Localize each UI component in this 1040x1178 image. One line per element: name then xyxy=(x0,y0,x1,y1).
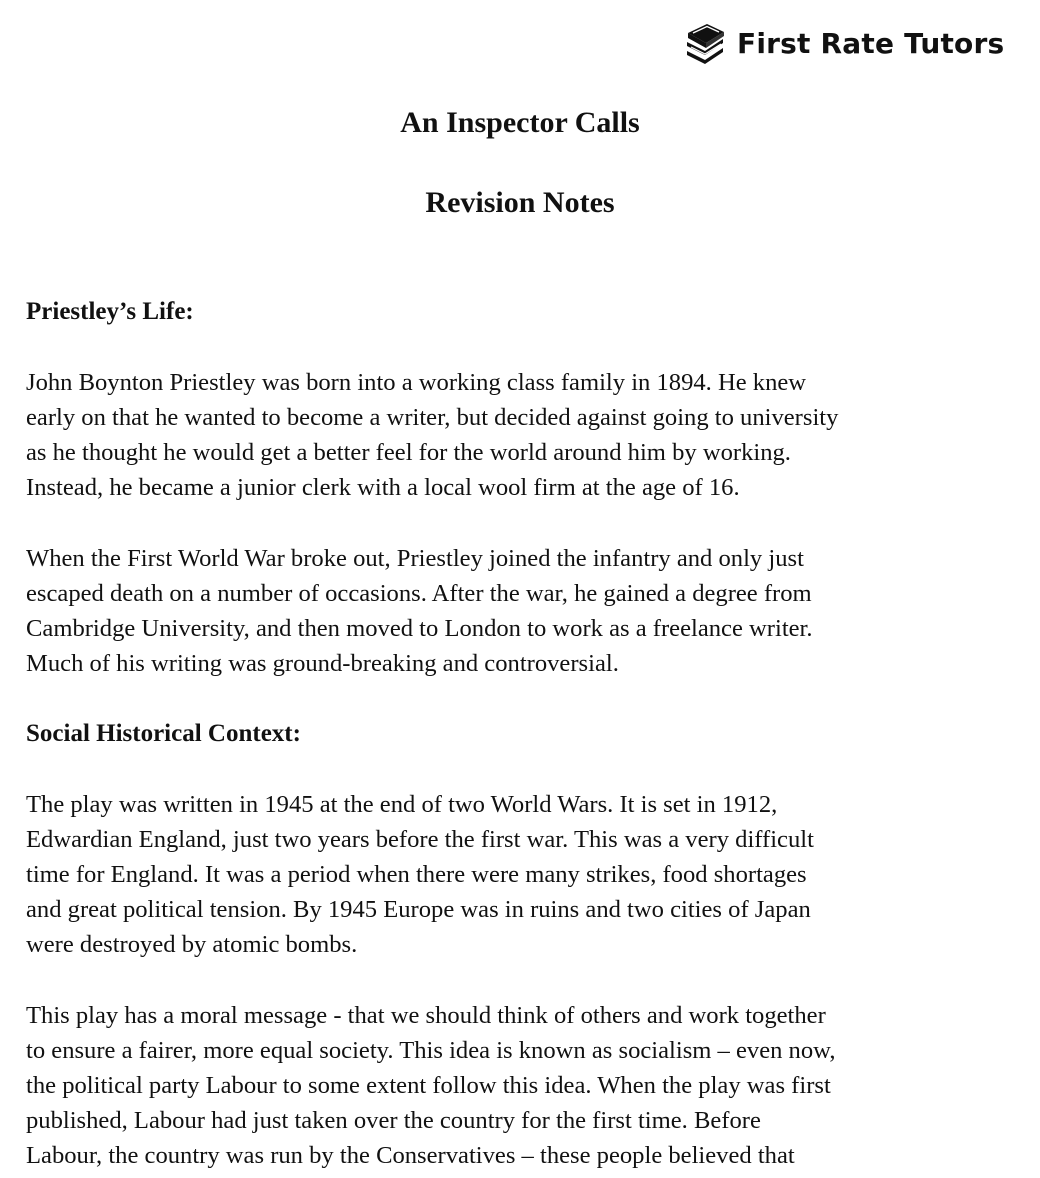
text-line: to ensure a fairer, more equal society. This idea is known as socialism – even now, xyxy=(26,1037,836,1064)
text-line: were destroyed by atomic bombs. xyxy=(26,931,358,958)
document-subtitle: Revision Notes xyxy=(425,186,615,219)
text-line: Edwardian England, just two years before the first war. This was a very difficult xyxy=(26,826,814,853)
section-heading-priestleys-life: Priestley’s Life: xyxy=(26,298,194,325)
text-line: The play was written in 1945 at the end of two World Wars. It is set in 1912, xyxy=(26,791,778,818)
paragraph-moral-message xyxy=(26,998,1031,1173)
text-line: the political party Labour to some extent follow this idea. When the play was first xyxy=(26,1072,831,1099)
books-stack-icon xyxy=(683,21,727,65)
text-line: published, Labour had just taken over the country for the first time. Before xyxy=(26,1107,761,1134)
text-line: When the First World War broke out, Priestley joined the infantry and only just xyxy=(26,545,804,572)
brand-logo xyxy=(683,20,1033,66)
document-title: An Inspector Calls xyxy=(400,106,640,139)
text-line: as he thought he would get a better feel for the world around him by working. xyxy=(26,439,791,466)
paragraph-play-setting xyxy=(26,787,1031,962)
brand-name: First Rate Tutors xyxy=(737,26,1005,60)
text-line: time for England. It was a period when there were many strikes, food shortages xyxy=(26,861,807,888)
text-line: Much of his writing was ground-breaking and controversial. xyxy=(26,650,619,677)
text-line: Cambridge University, and then moved to London to work as a freelance writer. xyxy=(26,615,813,642)
text-line: John Boynton Priestley was born into a working class family in 1894. He knew xyxy=(26,369,807,396)
text-line: early on that he wanted to become a writer, but decided against going to university xyxy=(26,404,839,431)
text-line: Instead, he became a junior clerk with a local wool firm at the age of 16. xyxy=(26,474,740,501)
paragraph-priestley-war-career xyxy=(26,541,1031,681)
text-line: and great political tension. By 1945 Europe was in ruins and two cities of Japan xyxy=(26,896,811,923)
text-line: escaped death on a number of occasions. After the war, he gained a degree from xyxy=(26,580,812,607)
section-heading-social-historical-context: Social Historical Context: xyxy=(26,720,301,747)
paragraph-priestley-early-life xyxy=(26,365,1031,505)
text-line: This play has a moral message - that we should think of others and work together xyxy=(26,1002,826,1029)
text-line: Labour, the country was run by the Conservatives – these people believed that xyxy=(26,1142,795,1169)
